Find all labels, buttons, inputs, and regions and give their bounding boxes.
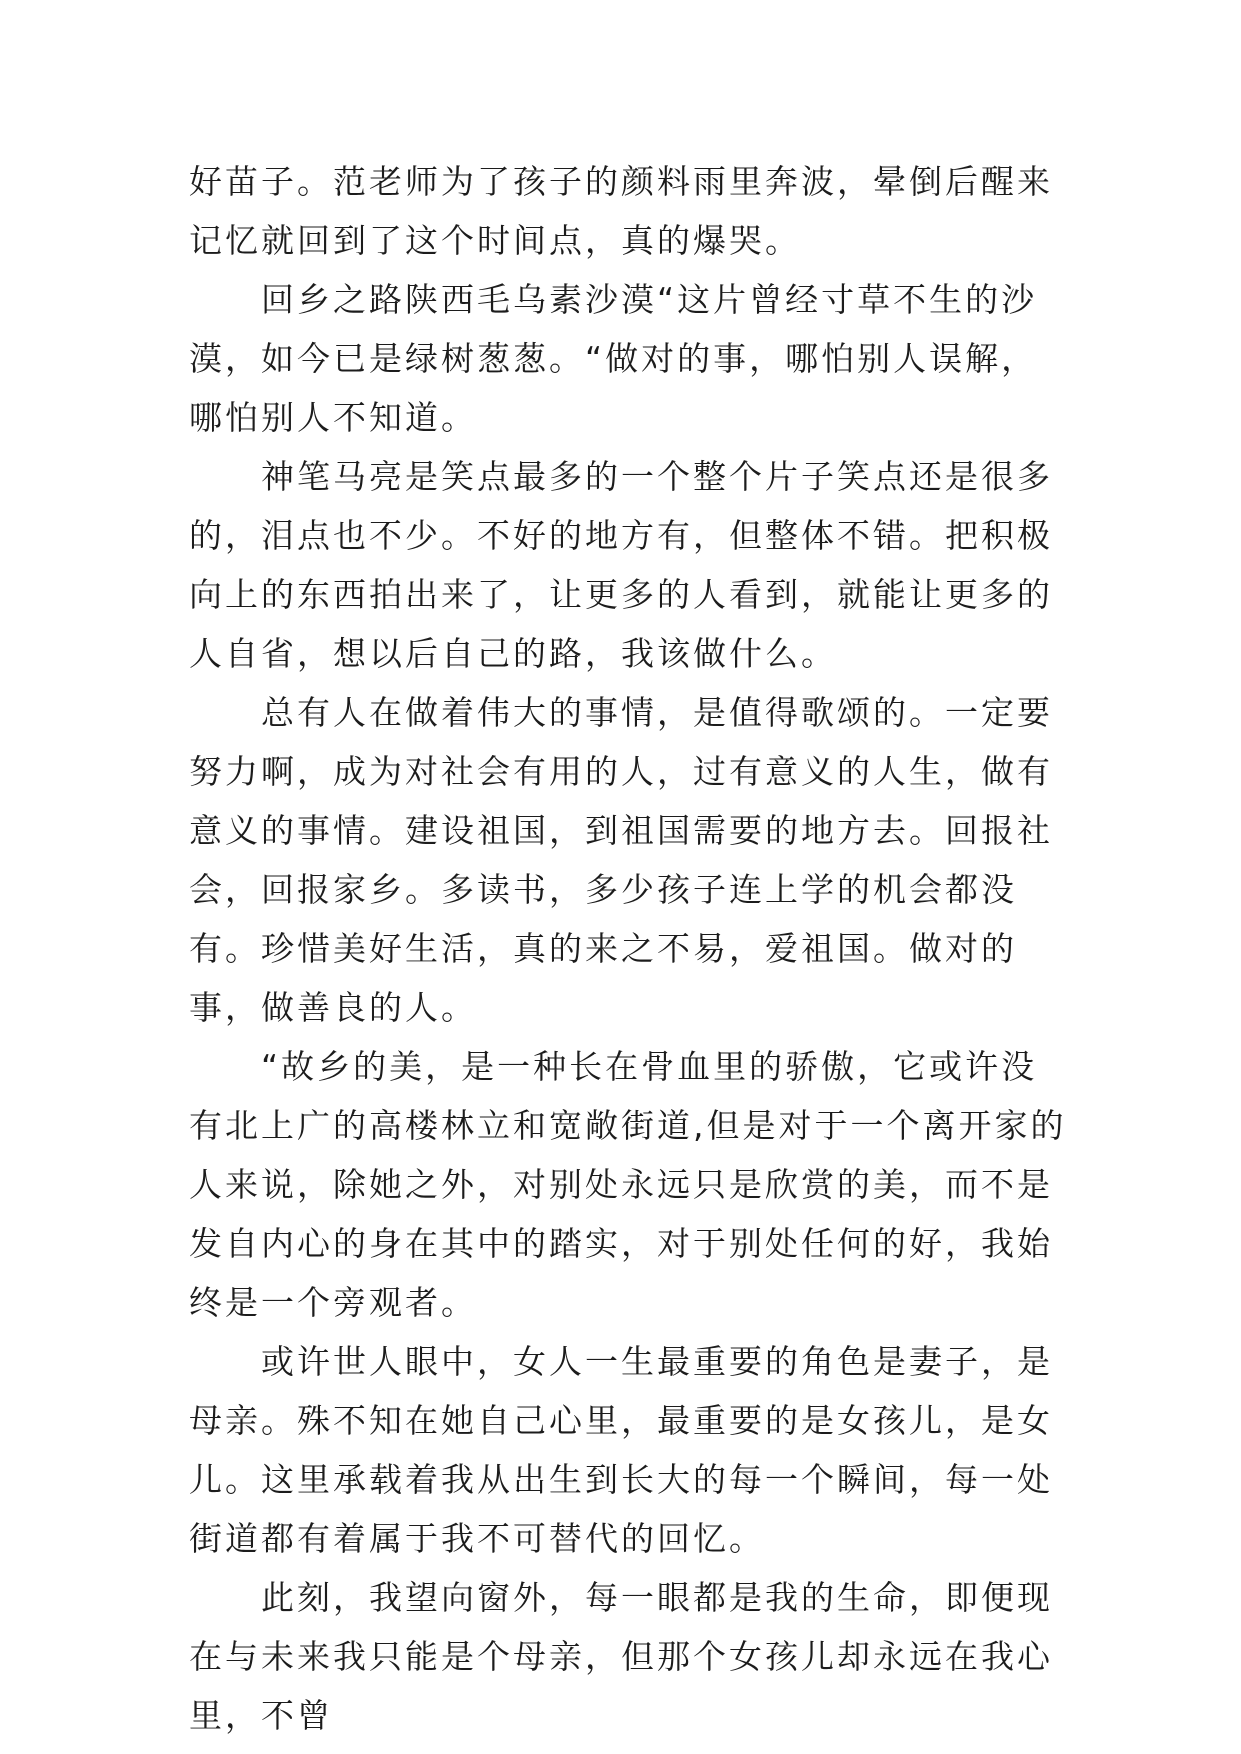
- paragraph-6: 或许世人眼中，女人一生最重要的角色是妻子，是母亲。殊不知在她自己心里，最重要的是女孩儿，是女儿。这里承载着我从出生到长大的每一个瞬间，每一处街道都有着属于我不可替代的回忆。: [189, 1342, 1053, 1558]
- paragraph-5: “故乡的美，是一种长在骨血里的骄傲，它或许没有北上广的高楼林立和宽敞街道,但是对于一个离开家的人来说，除她之外，对别处永远只是欣赏的美，而不是发自内心的身在其中的踏实，对于别处任何的好，我始终是一个旁观者。: [189, 1047, 1067, 1322]
- paragraph-4: 总有人在做着伟大的事情，是值得歌颂的。一定要努力啊，成为对社会有用的人，过有意义的人生，做有意义的事情。建设祖国，到祖国需要的地方去。回报社会，回报家乡。多读书，多少孩子连上学的机会都没有。珍惜美好生活，真的来之不易，爱祖国。做对的事，做善良的人。: [189, 693, 1053, 1027]
- paragraph-1: 好苗子。范老师为了孩子的颜料雨里奔波，晕倒后醒来记忆就回到了这个时间点，真的爆哭。: [189, 162, 1053, 260]
- paragraph-7: 此刻，我望向窗外，每一眼都是我的生命，即便现在与未来我只能是个母亲，但那个女孩儿却永远在我心里，不曾: [189, 1578, 1053, 1735]
- paragraph-2: 回乡之路陕西毛乌素沙漠“这片曾经寸草不生的沙漠，如今已是绿树葱葱。“做对的事，哪怕别人误解，哪怕别人不知道。: [189, 280, 1038, 437]
- paragraph-3: 神笔马亮是笑点最多的一个整个片子笑点还是很多的，泪点也不少。不好的地方有，但整体不错。把积极向上的东西拍出来了，让更多的人看到，就能让更多的人自省，想以后自己的路，我该做什么。: [189, 457, 1053, 673]
- document-body: [189, 152, 1069, 1745]
